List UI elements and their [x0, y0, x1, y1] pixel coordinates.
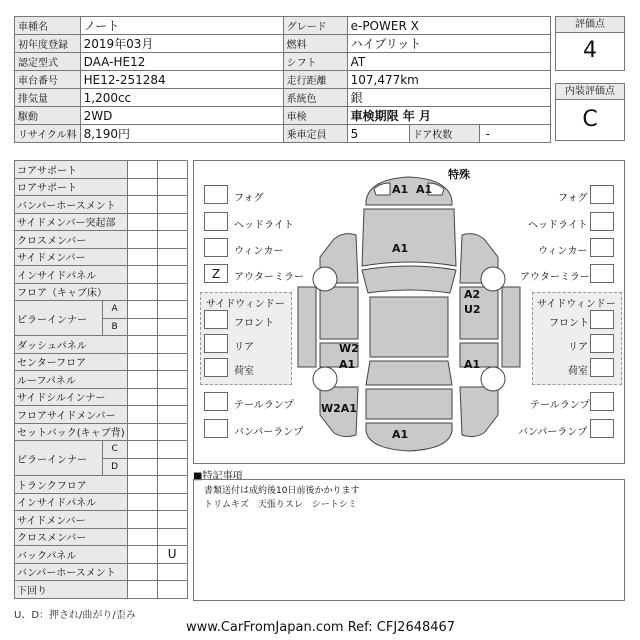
- part-row: [15, 441, 188, 459]
- check-cell: [127, 581, 157, 599]
- check-cell: [157, 213, 187, 231]
- check-cell: [157, 248, 187, 266]
- check-cell: [127, 301, 157, 319]
- interior-score-label: 内装評価点: [556, 84, 624, 100]
- notes-box: [193, 479, 625, 601]
- frame-parts-table: [14, 160, 188, 599]
- check-cell: [157, 283, 187, 301]
- check-cell: [127, 231, 157, 249]
- part-row: [15, 266, 188, 284]
- check-cell: [157, 423, 187, 441]
- info-row: [15, 53, 551, 71]
- check-cell: [127, 161, 157, 179]
- info-row: [15, 17, 551, 35]
- left-winker-label: ウィンカー: [234, 246, 284, 257]
- check-cell: [127, 336, 157, 354]
- check-cell: [157, 493, 187, 511]
- right-fog-label: フォグ: [558, 193, 588, 204]
- check-cell: [127, 213, 157, 231]
- right-quarter-shape: [460, 387, 498, 437]
- right-rear-wheel: [481, 367, 505, 391]
- left-front-wheel: [313, 267, 337, 291]
- part-label: ロアサポート: [15, 178, 128, 196]
- check-cell: [127, 441, 157, 459]
- pillar-inner-label: ピラーインナー: [15, 301, 103, 336]
- right-window-rear-label: リア: [568, 342, 588, 353]
- check-cell: [127, 476, 157, 494]
- info-value: 車検期限 年 月: [347, 107, 550, 125]
- info-label: リサイクル料: [15, 125, 81, 143]
- interior-score-value: C: [582, 107, 598, 132]
- part-label: ルーフパネル: [15, 371, 128, 389]
- info-value: e-POWER X: [347, 17, 550, 35]
- part-row: [15, 406, 188, 424]
- check-cell: [157, 301, 187, 319]
- check-cell: [157, 406, 187, 424]
- part-row: [15, 476, 188, 494]
- notes-line-1: 書類送付は成約後10日前後かかります: [204, 486, 360, 496]
- check-cell: [157, 353, 187, 371]
- left-mirror-label: アウターミラー: [234, 272, 304, 283]
- mark-rear-bumper: A1: [392, 428, 409, 441]
- part-row: [15, 231, 188, 249]
- mark-front-bumper-right: A1: [416, 183, 433, 196]
- part-label: バンパーホースメント: [15, 563, 128, 581]
- part-label: バックパネル: [15, 546, 128, 564]
- info-label: 認定型式: [15, 53, 81, 71]
- interior-score-box: [555, 83, 625, 141]
- info-value: 1,200cc: [80, 89, 283, 107]
- part-label: トランクフロア: [15, 476, 128, 494]
- part-label: ダッシュパネル: [15, 336, 128, 354]
- door-count-value: -: [479, 125, 550, 143]
- check-cell: [157, 196, 187, 214]
- info-label: グレード: [283, 17, 347, 35]
- left-bumper-lamp-label: バンパーランプ: [234, 427, 304, 438]
- check-cell: [127, 423, 157, 441]
- part-row: [15, 178, 188, 196]
- right-headlight-label: ヘッドライト: [528, 220, 588, 231]
- part-row: [15, 423, 188, 441]
- check-cell: [127, 406, 157, 424]
- part-label: サイドメンバー: [15, 248, 128, 266]
- info-label: 駆動: [15, 107, 81, 125]
- info-value: AT: [347, 53, 550, 71]
- rear-bumper-shape: [366, 423, 452, 451]
- check-cell: [127, 178, 157, 196]
- left-side-window-title: サイドウィンドー: [206, 299, 285, 310]
- check-cell: [157, 458, 187, 476]
- info-value: 2019年03月: [80, 35, 283, 53]
- part-label: サイドメンバー突起部: [15, 213, 128, 231]
- info-row: [15, 107, 551, 125]
- info-value: 107,477km: [347, 71, 550, 89]
- check-cell: [157, 476, 187, 494]
- right-window-front-label: フロント: [549, 318, 589, 329]
- info-row: [15, 125, 551, 143]
- mark-left-quarter: W2A1: [321, 402, 357, 415]
- info-label: 走行距離: [283, 71, 347, 89]
- check-cell: [127, 493, 157, 511]
- info-label: 車台番号: [15, 71, 81, 89]
- check-cell: [127, 563, 157, 581]
- right-tail-label: テールランプ: [530, 400, 590, 411]
- right-side-window-title: サイドウィンドー: [537, 299, 616, 310]
- part-label: バンパーホースメント: [15, 196, 128, 214]
- part-row: [15, 493, 188, 511]
- pillar-sub-label: A: [102, 301, 127, 319]
- right-rocker-shape: [502, 287, 520, 367]
- left-fog-label: フォグ: [234, 193, 264, 204]
- roof-shape: [370, 297, 448, 357]
- mark-hood: A1: [392, 242, 409, 255]
- info-row: [15, 71, 551, 89]
- check-cell: [157, 336, 187, 354]
- part-row: [15, 581, 188, 599]
- part-label: インサイドパネル: [15, 266, 128, 284]
- info-label: シフト: [283, 53, 347, 71]
- check-cell: [157, 581, 187, 599]
- pillar-sub-label: C: [102, 441, 127, 459]
- info-value: DAA-HE12: [80, 53, 283, 71]
- check-cell: [127, 283, 157, 301]
- right-window-cargo-label: 荷室: [568, 366, 588, 377]
- part-row: [15, 371, 188, 389]
- mark-front-bumper-left: A1: [392, 183, 409, 196]
- part-row: [15, 353, 188, 371]
- car-outline-drawing: [194, 161, 626, 465]
- mark-right-front-fender-b: U2: [464, 303, 481, 316]
- part-label: クロスメンバー: [15, 528, 128, 546]
- part-row: [15, 546, 188, 564]
- door-count-label: ドア枚数: [409, 125, 479, 143]
- check-cell: [127, 388, 157, 406]
- left-rear-wheel: [313, 367, 337, 391]
- info-label: 乗車定員: [283, 125, 347, 143]
- info-value: 銀: [347, 89, 550, 107]
- left-rocker-shape: [298, 287, 316, 367]
- check-cell: [127, 266, 157, 284]
- right-winker-label: ウィンカー: [538, 246, 588, 257]
- check-cell: [127, 528, 157, 546]
- left-window-cargo-label: 荷室: [234, 366, 254, 377]
- info-value: 8,190円: [80, 125, 283, 143]
- info-label: 初年度登録: [15, 35, 81, 53]
- info-label: 燃料: [283, 35, 347, 53]
- check-cell: [127, 546, 157, 564]
- part-label: サイドメンバー: [15, 511, 128, 529]
- check-cell: [157, 266, 187, 284]
- info-row: [15, 89, 551, 107]
- trunk-shape: [366, 389, 452, 419]
- part-row: [15, 511, 188, 529]
- notes-title: ■特記事項: [193, 471, 243, 482]
- check-cell: [127, 196, 157, 214]
- left-tail-label: テールランプ: [234, 400, 294, 411]
- part-row: [15, 563, 188, 581]
- part-row: [15, 301, 188, 319]
- back-panel-mark: U: [157, 546, 187, 564]
- check-cell: [127, 458, 157, 476]
- check-cell: [157, 563, 187, 581]
- part-label: クロスメンバー: [15, 231, 128, 249]
- check-cell: [127, 248, 157, 266]
- info-label: 車検: [283, 107, 347, 125]
- left-front-door-shape: [320, 287, 358, 339]
- part-label: 下回り: [15, 581, 128, 599]
- check-cell: [157, 388, 187, 406]
- part-row: [15, 388, 188, 406]
- info-value: 2WD: [80, 107, 283, 125]
- right-front-wheel: [481, 267, 505, 291]
- diagram-title: 特殊: [448, 168, 470, 181]
- part-label: サイドシルインナー: [15, 388, 128, 406]
- check-cell: [127, 318, 157, 336]
- check-cell: [157, 231, 187, 249]
- mark-right-rear-door: A1: [464, 358, 481, 371]
- check-cell: [157, 178, 187, 196]
- rear-glass-shape: [366, 361, 452, 385]
- part-label: コアサポート: [15, 161, 128, 179]
- info-value: ハイブリット: [347, 35, 550, 53]
- left-window-front-label: フロント: [234, 318, 274, 329]
- right-mirror-label: アウターミラー: [520, 272, 590, 283]
- info-row: [15, 35, 551, 53]
- part-row: [15, 528, 188, 546]
- right-bumper-lamp-label: バンパーランプ: [518, 427, 588, 438]
- windshield-shape: [362, 266, 456, 293]
- left-mirror-box: Z: [204, 264, 228, 283]
- notes-line-2: トリムキズ 天張りスレ シートシミ: [204, 500, 357, 510]
- hood-shape: [362, 209, 456, 266]
- part-label: フロアサイドメンバー: [15, 406, 128, 424]
- part-row: [15, 283, 188, 301]
- pillar-sub-label: D: [102, 458, 127, 476]
- part-row: [15, 213, 188, 231]
- part-label: フロア（キャブ床）: [15, 283, 128, 301]
- pillar-inner-label: ピラーインナー: [15, 441, 103, 476]
- check-cell: [127, 371, 157, 389]
- check-cell: [157, 441, 187, 459]
- info-value: ノート: [80, 17, 283, 35]
- info-value: HE12-251284: [80, 71, 283, 89]
- part-row: [15, 196, 188, 214]
- mark-left-rear-door-a: W2: [339, 342, 359, 355]
- check-cell: [157, 371, 187, 389]
- part-label: セットバック(キャブ背): [15, 423, 128, 441]
- legend-text: U、D：押され/曲がり/歪み: [14, 610, 136, 621]
- score-label: 評価点: [556, 17, 624, 33]
- check-cell: [157, 528, 187, 546]
- part-label: インサイドパネル: [15, 493, 128, 511]
- info-label: 車種名: [15, 17, 81, 35]
- check-cell: [157, 161, 187, 179]
- check-cell: [127, 511, 157, 529]
- left-headlight-label: ヘッドライト: [234, 220, 294, 231]
- mark-right-front-fender-a: A2: [464, 288, 481, 301]
- check-cell: [127, 353, 157, 371]
- info-label: 排気量: [15, 89, 81, 107]
- vehicle-info-table: [14, 16, 551, 143]
- pillar-sub-label: B: [102, 318, 127, 336]
- part-row: [15, 336, 188, 354]
- info-label: 系統色: [283, 89, 347, 107]
- score-value: 4: [583, 38, 597, 63]
- car-diagram-panel: [193, 160, 625, 464]
- part-row: [15, 248, 188, 266]
- left-window-rear-label: リア: [234, 342, 254, 353]
- footer-watermark: www.CarFromJapan.com Ref: CFJ2648467: [186, 620, 456, 635]
- check-cell: [157, 511, 187, 529]
- mark-left-rear-door-b: A1: [339, 358, 356, 371]
- seating-capacity-value: 5: [347, 125, 409, 143]
- part-row: [15, 161, 188, 179]
- part-label: センターフロア: [15, 353, 128, 371]
- score-box: [555, 16, 625, 71]
- check-cell: [157, 318, 187, 336]
